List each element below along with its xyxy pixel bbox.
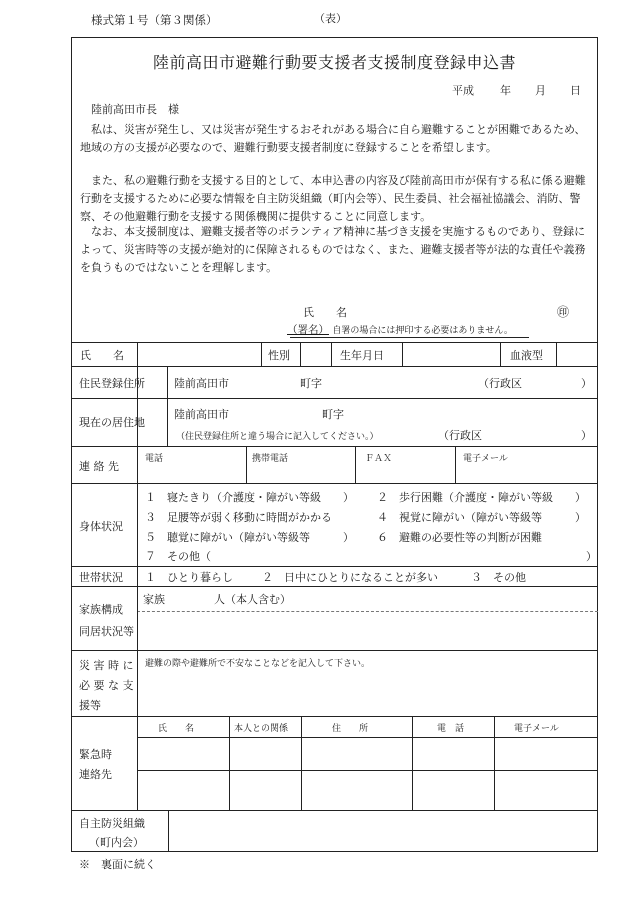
table-line xyxy=(71,586,598,587)
date-month: 月 xyxy=(535,84,546,97)
contact-divider xyxy=(455,446,456,483)
needed-support-label-1: 災 害 時 に xyxy=(79,659,134,672)
row1-divider xyxy=(261,342,262,366)
table-line xyxy=(71,566,598,567)
mobile-label: 携帯電話 xyxy=(252,454,289,464)
needed-support-label-3: 援等 xyxy=(79,699,101,712)
blood-type-label: 血液型 xyxy=(510,349,543,362)
contact-divider xyxy=(355,446,356,483)
contact-label: 連 絡 先 xyxy=(79,460,119,473)
family-dashed-line xyxy=(137,611,598,612)
email-label: 電子メール xyxy=(463,454,508,464)
needed-support-label-2: 必 要 な 支 xyxy=(79,679,134,692)
condition-option-6: ６ 避難の必要性等の判断が困難 xyxy=(377,531,542,544)
family-label: 家族 xyxy=(143,593,165,606)
emergency-divider xyxy=(301,716,302,810)
document-title: 陸前高田市避難行動要支援者支援制度登録申込書 xyxy=(152,53,516,72)
household-option-2: ２ 日中にひとりになることが多い xyxy=(262,571,438,584)
emergency-col-relation: 本人との関係 xyxy=(234,724,289,734)
table-line xyxy=(71,716,598,717)
condition-option-7: ７ その他（ xyxy=(145,550,211,563)
table-line xyxy=(71,446,598,447)
seal-mark: ㊞ xyxy=(557,305,570,319)
registered-ward: （行政区 xyxy=(478,377,522,390)
physical-condition-label: 身体状況 xyxy=(79,520,123,533)
sex-label: 性別 xyxy=(268,349,290,362)
name-label: 氏 名 xyxy=(80,349,124,362)
signature-line xyxy=(290,337,529,338)
date-year: 年 xyxy=(500,84,511,97)
addressee: 陸前高田市長 様 xyxy=(91,103,179,116)
table-line xyxy=(71,810,598,811)
contact-divider xyxy=(246,446,247,483)
current-address-label: 現在の居住地 xyxy=(79,416,145,429)
emergency-divider xyxy=(229,716,230,810)
table-line xyxy=(71,342,598,343)
current-town: 町字 xyxy=(322,408,344,421)
current-city: 陸前高田市 xyxy=(174,408,229,421)
label-divider xyxy=(137,342,138,810)
emergency-col-email: 電子メール xyxy=(514,724,559,734)
table-line xyxy=(71,398,598,399)
signature-note-text: 自署の場合には押印する必要はありません。 xyxy=(332,326,513,336)
family-structure-label: 家族構成 xyxy=(79,603,123,616)
birthdate-label: 生年月日 xyxy=(340,349,384,362)
phone-label: 電話 xyxy=(145,454,164,464)
emergency-divider xyxy=(494,716,495,810)
fax-label: ＦＡＸ xyxy=(365,454,393,464)
signature-note xyxy=(287,322,513,337)
current-address-note: （住民登録住所と違う場合に記入してください。） xyxy=(176,432,379,442)
address-divider xyxy=(167,366,168,446)
signature-note-lead: （署名） xyxy=(287,324,329,336)
row1-divider xyxy=(500,342,501,366)
household-option-3: ３ その他 xyxy=(471,571,526,584)
table-line xyxy=(71,483,598,484)
household-option-1: １ ひとり暮らし xyxy=(145,571,233,584)
disaster-org-label: 自主防災組織 xyxy=(79,817,145,830)
label-divider xyxy=(168,810,169,852)
table-line xyxy=(71,366,598,367)
condition-option-7-close: ） xyxy=(586,550,597,563)
emergency-divider xyxy=(412,716,413,810)
neighborhood-assoc-label: （町内会） xyxy=(89,836,144,849)
paragraph-1: 私は、災害が発生し、又は災害が発生するおそれがある場合に自ら避難することが困難であるため、地域の方の支援が必要なので、避難行動要支援者制度に登録することを希望します。 xyxy=(80,123,586,154)
row1-divider xyxy=(402,342,403,366)
emergency-contact-label-2: 連絡先 xyxy=(79,768,112,781)
condition-option-1: １ 寝たきり（介護度・障がい等級 ） xyxy=(145,491,354,504)
registered-city: 陸前高田市 xyxy=(174,377,229,390)
household-label: 世帯状況 xyxy=(79,571,123,584)
cohabitation-label: 同居状況等 xyxy=(79,625,134,638)
condition-option-3: ３ 足腰等が弱く移動に時間がかかる xyxy=(145,511,332,524)
current-ward-close: ） xyxy=(581,429,592,442)
form-number: 様式第１号（第３関係） xyxy=(91,13,218,27)
table-line xyxy=(137,737,598,738)
table-line xyxy=(71,650,598,651)
registered-town: 町字 xyxy=(300,377,322,390)
needed-support-note: 避難の際や避難所で不安なことなどを記入して下さい。 xyxy=(145,659,371,669)
emergency-col-name: 氏 名 xyxy=(158,724,195,734)
family-count-label: 人（本人含む） xyxy=(214,593,291,606)
continued-note: ※ 裏面に続く xyxy=(79,858,156,871)
registered-ward-close: ） xyxy=(581,377,592,390)
row1-divider xyxy=(556,342,557,366)
paragraph-3: なお、本支援制度は、避難支援者等のボランティア精神に基づき支援を実施するものであり、登録によって、災害時等の支援が絶対的に保障されるものではなく、また、避難支援者等が法的な責任や義務を負うものではないことを理解します。 xyxy=(80,225,586,274)
page-side-label: （表） xyxy=(314,12,347,25)
row1-divider xyxy=(331,342,332,366)
registered-address-label: 住民登録住所 xyxy=(79,377,145,390)
date-day: 日 xyxy=(570,84,581,97)
signature-label: 氏 名 xyxy=(303,306,347,319)
table-line xyxy=(137,770,598,771)
condition-option-2: ２ 歩行困難（介護度・障がい等級 ） xyxy=(377,491,586,504)
emergency-col-address: 住 所 xyxy=(332,724,369,734)
paragraph-2: また、私の避難行動を支援する目的として、本申込書の内容及び陸前高田市が保有する私に係る避難行動を支援するために必要な情報を自主防災組織（町内会等）、民生委員、社会福祉協議会、消防、警察、その他避難行動を支援する関係機関に提供することに同意します。 xyxy=(80,174,586,223)
emergency-col-phone: 電 話 xyxy=(437,724,465,734)
date-era: 平成 xyxy=(452,84,474,97)
condition-option-4: ４ 視覚に障がい（障がい等級等 ） xyxy=(377,511,586,524)
current-ward: （行政区 xyxy=(438,429,482,442)
emergency-contact-label-1: 緊急時 xyxy=(79,748,112,761)
row1-divider xyxy=(300,342,301,366)
condition-option-5: ５ 聴覚に障がい（障がい等級等 ） xyxy=(145,531,354,544)
